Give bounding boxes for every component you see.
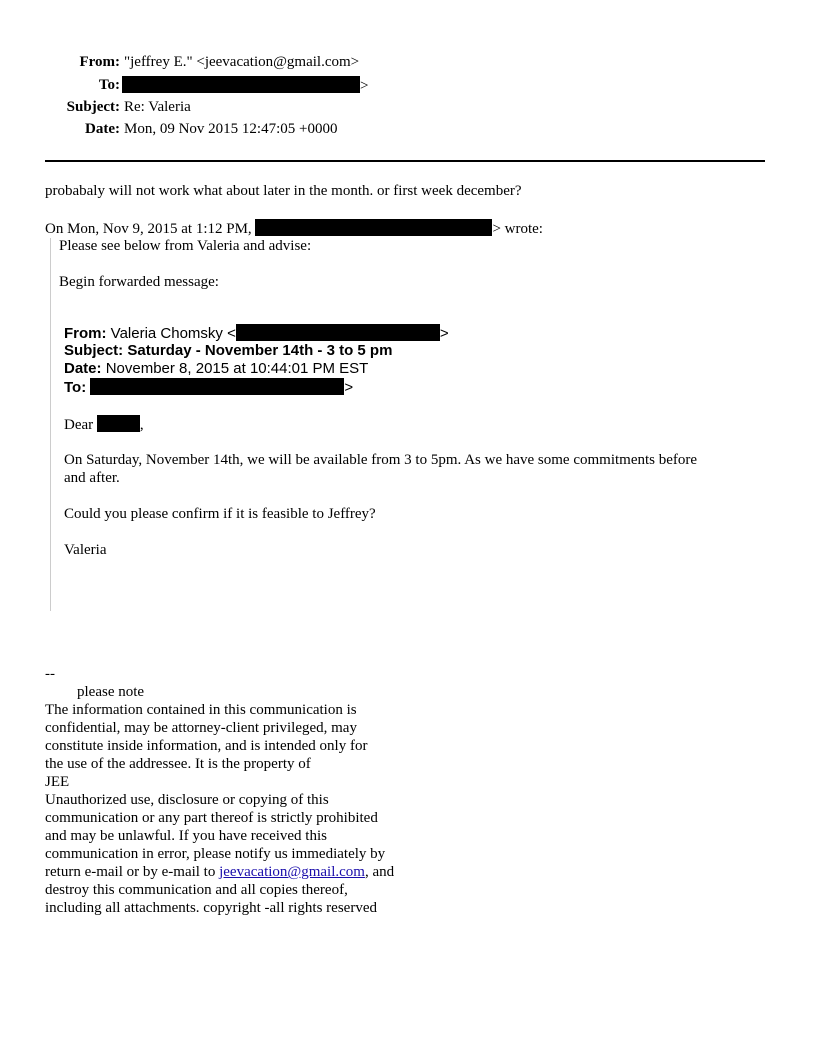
disclaimer-line: and may be unlawful. If you have received this: [45, 828, 327, 844]
quote-intro: [45, 219, 543, 238]
fwd-subject-value: Saturday - November 14th - 3 to 5 pm: [127, 342, 393, 359]
fwd-to-label: To:: [64, 379, 87, 396]
fwd-subject: [64, 342, 392, 360]
subject-label: Subject:: [66, 99, 120, 115]
fwd-date-label: Date:: [64, 360, 102, 377]
to-suffix: >: [360, 78, 369, 94]
greeting: [64, 415, 144, 434]
from-label: From:: [79, 54, 120, 70]
fwd-date-value: November 8, 2015 at 10:44:01 PM EST: [105, 360, 369, 377]
disclaimer-line: communication or any part thereof is strictly prohibited: [45, 810, 378, 826]
quote-bar: [50, 238, 51, 611]
subject-value: Re: Valeria: [124, 99, 191, 115]
quote-intro-prefix: On Mon, Nov 9, 2015 at 1:12 PM,: [45, 221, 252, 237]
disclaimer-line: The information contained in this communication is: [45, 702, 357, 718]
disclaimer-line: confidential, may be attorney-client privileged, may: [45, 720, 357, 736]
quote-line: Please see below from Valeria and advise:: [59, 238, 312, 254]
fwd-from-value: Valeria Chomsky <: [110, 325, 236, 342]
fwd-subject-label: Subject:: [64, 342, 124, 359]
redaction: [236, 324, 440, 341]
disclaimer-line: [45, 863, 394, 881]
email-link[interactable]: jeevacation@gmail.com: [219, 864, 365, 880]
redaction: [122, 76, 360, 93]
redaction: [97, 415, 140, 432]
redaction: [255, 219, 492, 236]
body-line: and after.: [64, 470, 120, 486]
signature-separator: --: [45, 666, 55, 682]
fwd-from: [64, 324, 449, 343]
return-prefix: return e-mail or by e-mail to: [45, 864, 220, 880]
header-divider: [45, 160, 765, 162]
to-label: To:: [98, 77, 120, 93]
disclaimer-line: the use of the addressee. It is the property of: [45, 756, 311, 772]
body-line: On Saturday, November 14th, we will be available from 3 to 5pm. As we have some commitments before: [64, 452, 698, 468]
note-heading: please note: [77, 684, 145, 700]
from-value: "jeffrey E." <jeevacation@gmail.com>: [124, 54, 360, 70]
date-value: Mon, 09 Nov 2015 12:47:05 +0000: [124, 121, 338, 137]
greeting-word: Dear: [64, 417, 94, 433]
disclaimer-line: destroy this communication and all copies thereof,: [45, 882, 348, 898]
body-line: Could you please confirm if it is feasible to Jeffrey?: [64, 506, 376, 522]
greeting-suffix: ,: [139, 417, 144, 433]
signature: Valeria: [64, 542, 107, 558]
fwd-to-suffix: >: [344, 379, 354, 396]
disclaimer-line: JEE: [45, 774, 70, 790]
disclaimer-line: communication in error, please notify us immediately by: [45, 846, 386, 862]
date-label: Date:: [85, 121, 120, 137]
return-suffix: , and: [364, 864, 395, 880]
fwd-date: [64, 360, 368, 378]
fwd-to: [64, 378, 353, 397]
fwd-from-label: From:: [64, 325, 107, 342]
quote-intro-suffix: > wrote:: [492, 221, 543, 237]
fwd-from-suffix: >: [439, 325, 449, 342]
redaction: [90, 378, 344, 395]
disclaimer-line: including all attachments. copyright -all rights reserved: [45, 900, 377, 916]
disclaimer-line: constitute inside information, and is intended only for: [45, 738, 368, 754]
quote-line: Begin forwarded message:: [59, 274, 219, 290]
disclaimer-line: Unauthorized use, disclosure or copying of this: [45, 792, 329, 808]
to-value: [122, 76, 368, 95]
reply-text: probabaly will not work what about later in the month. or first week december?: [45, 183, 522, 199]
